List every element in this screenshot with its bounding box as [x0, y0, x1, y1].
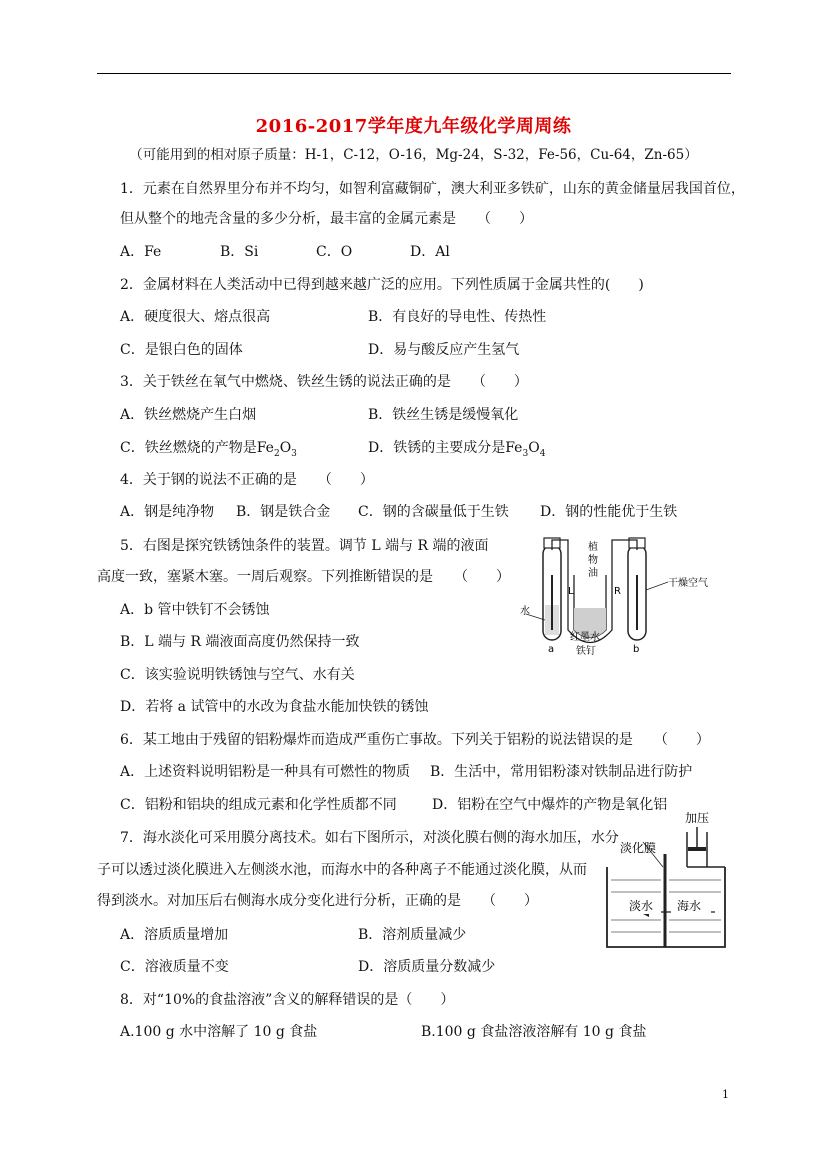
- page-number: 1: [722, 1088, 729, 1101]
- fig-label-R: R: [614, 586, 621, 597]
- q8-option-a: A.100 g 水中溶解了 10 g 食盐: [120, 1024, 318, 1040]
- q7-stem-line2: 子可以透过淡化膜进入左侧淡水池，而海水中的各种离子不能通过淡化膜，从而: [97, 862, 587, 878]
- q5-option-d: D．若将 a 试管中的水改为食盐水能加快铁的锈蚀: [120, 699, 429, 715]
- q7-option-b: B．溶剂质量减少: [358, 927, 467, 943]
- q2-option-c: C．是银白色的固体: [120, 342, 243, 358]
- q2-option-a: A．硬度很大、熔点很高: [120, 309, 271, 325]
- q3-option-c: C．铁丝燃烧的产物是$Fe_2O_3$: [120, 440, 297, 459]
- q3-option-d: D．铁锈的主要成分是$Fe_3O_4$: [368, 440, 546, 459]
- fig-membrane-label: 淡化膜: [620, 841, 657, 855]
- q4-option-a: A．钢是纯净物: [120, 504, 215, 520]
- q4-stem: 4．关于钢的说法不正确的是 （ ）: [120, 472, 374, 488]
- q3-option-b: B．铁丝生锈是缓慢氧化: [368, 407, 519, 423]
- q6-option-c: C．铝粉和铝块的组成元素和化学性质都不同: [120, 797, 397, 813]
- q2-option-b: B．有良好的导电性、传热性: [368, 309, 547, 325]
- q6-stem: 6．某工地由于残留的铝粉爆炸而造成严重伤亡事故。下列关于铝粉的说法错误的是 （ ）: [120, 732, 710, 748]
- q2-stem: 2．金属材料在人类活动中已得到越来越广泛的应用。下列性质属于金属共性的( ): [120, 277, 644, 293]
- fig-oil-char-1: 植: [588, 542, 598, 553]
- q5-option-a: A．b 管中铁钉不会锈蚀: [120, 602, 270, 618]
- q4-option-d: D．钢的性能优于生铁: [540, 504, 678, 520]
- fig-pressure-label: 加压: [685, 812, 710, 825]
- fig-oil-char-2: 物: [588, 555, 598, 566]
- q7-option-c: C．溶液质量不变: [120, 959, 229, 975]
- fig-sea-water-label: 海水: [677, 899, 702, 913]
- q7-stem-line3: 得到淡水。对加压后右侧海水成分变化进行分析，正确的是 （ ）: [97, 893, 538, 909]
- fig-water-label: 水: [520, 606, 530, 617]
- q4-option-c: C．钢的含碳量低于生铁: [358, 504, 509, 520]
- fig-label-a: a: [548, 644, 555, 655]
- q6-option-b: B．生活中，常用铝粉漆对铁制品进行防护: [430, 764, 693, 780]
- fig-label-b: b: [633, 644, 640, 655]
- q1-option-b: B．Si: [220, 244, 259, 260]
- rust-experiment-figure: [518, 530, 718, 660]
- q1-option-d: D．Al: [410, 244, 450, 260]
- atomic-mass-note: （可能用到的相对原子质量：H-1，C-12，O-16，Mg-24，S-32，Fe-56，Cu-64，Zn-65）: [129, 147, 698, 163]
- fig-oil-char-3: 油: [588, 568, 598, 579]
- q3-stem: 3．关于铁丝在氧气中燃烧、铁丝生锈的说法正确的是 （ ）: [120, 374, 528, 390]
- desalination-figure: [605, 812, 730, 952]
- q5-stem-line2: 高度一致，塞紧木塞。一周后观察。下列推断错误的是 （ ）: [97, 569, 510, 585]
- q7-stem-line1: 7．海水淡化可采用膜分离技术。如右下图所示，对淡化膜右侧的海水加压，水分: [120, 830, 619, 846]
- q1-option-a: A．Fe: [120, 244, 162, 260]
- q7-option-d: D．溶质质量分数减少: [358, 959, 496, 975]
- q6-option-d: D．铝粉在空气中爆炸的产物是氧化铝: [432, 797, 668, 813]
- q2-option-d: D．易与酸反应产生氢气: [368, 342, 520, 358]
- fig-fresh-water-label: 淡水: [629, 899, 654, 913]
- q7-option-a: A．溶质质量增加: [120, 927, 229, 943]
- page-title: 2016-2017学年度九年级化学周周练: [255, 116, 572, 137]
- header-rule: [97, 73, 731, 74]
- q1-stem-line1: 1．元素在自然界里分布并不均匀，如智利富藏铜矿，澳大利亚多铁矿，山东的黄金储量居我国首位，: [120, 181, 745, 197]
- q5-option-b: B．L 端与 R 端液面高度仍然保持一致: [120, 634, 360, 650]
- q4-option-b: B．钢是铁合金: [236, 504, 331, 520]
- q5-option-c: C．该实验说明铁锈蚀与空气、水有关: [120, 667, 355, 683]
- q8-option-b: B.100 g 食盐溶液溶解有 10 g 食盐: [421, 1024, 647, 1040]
- q8-stem: 8．对“10%的食盐溶液”含义的解释错误的是（ ）: [120, 992, 455, 1008]
- q5-stem-line1: 5．右图是探究铁锈蚀条件的装置。调节 L 端与 R 端的液面: [120, 538, 489, 554]
- fig-dry-air-label: 干燥空气: [668, 578, 708, 589]
- q1-stem-line2: 但从整个的地壳含量的多少分析，最丰富的金属元素是 （ ）: [120, 211, 533, 227]
- q1-option-c: C．O: [316, 244, 353, 260]
- fig-red-ink-label: 红墨水: [570, 632, 600, 643]
- q3-option-a: A．铁丝燃烧产生白烟: [120, 407, 257, 423]
- fig-label-L: L: [568, 586, 574, 597]
- fig-nail-label: 铁钉: [576, 646, 596, 657]
- q6-option-a: A．上述资料说明铝粉是一种具有可燃性的物质: [120, 764, 411, 780]
